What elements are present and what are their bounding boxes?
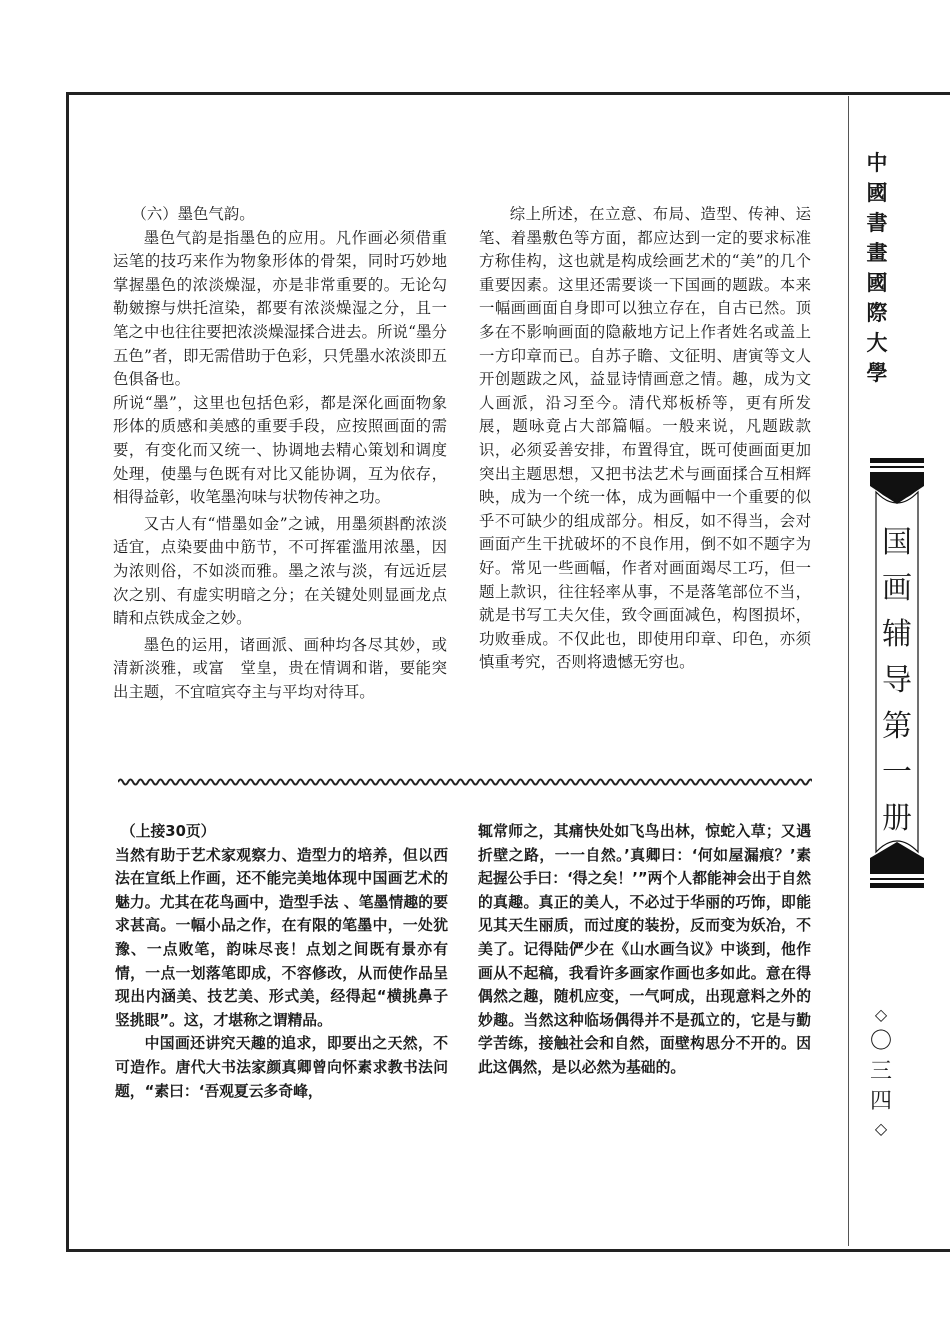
- school-char: 國: [866, 181, 888, 205]
- paragraph: 综上所述，在立意、布局、造型、传神、运笔、着墨敷色等方面，都应达到一定的要求标准方称佳构，这也就是构成绘画艺术的“美”的几个重要因素。这里还需要谈一下国画的题跋。本来一幅画画面自身即可以独立存在，自古已然。顶多在不影响画面的隐蔽地方记上作者姓名或盖上一方印章而已。自苏子瞻、文征明、唐寅等文人开创题跋之风，益显诗情画意之情。趣，成为文人画派，沿习至今。清代郑板桥等，更有所发展，题咏竟占大部篇幅。一般来说，凡题跋款识，必须妥善安排，布置得宜，既可使画面更加突出主题思想，又把书法艺术与画面揉合互相辉映，成为一个统一体，成为画幅中一个重要的似乎不可缺少的组成部分。相反，如不得当，会对画面产生干扰破坏的不良作用，倒不如不题字为好。常见一些画幅，作者对画面竭尽工巧，但一题上款识，往往轻率从事，不是落笔部位不当，就是书写工夫欠佳，致令画面减色，构图损坏，功败垂成。不仅此也，即使用印章、印色，亦须慎重考究，否则将遗憾无穷也。: [479, 205, 811, 672]
- school-name-vertical: [857, 148, 897, 388]
- article-column-bottom-right: [478, 820, 811, 1080]
- school-char: 書: [866, 211, 888, 235]
- school-char: 畫: [866, 241, 888, 265]
- series-char: 辅: [882, 617, 912, 652]
- school-char: 國: [866, 271, 888, 295]
- series-char: 国: [882, 525, 912, 560]
- section-heading: （六）墨色气韵。: [131, 205, 255, 223]
- page-number-char: 三: [869, 1059, 892, 1084]
- diamond-icon: ◇: [874, 1005, 888, 1024]
- series-char: 一: [882, 755, 912, 790]
- series-char: 画: [882, 571, 912, 606]
- page-number-vertical: [866, 1003, 896, 1141]
- school-char: 中: [866, 151, 888, 175]
- school-char: 大: [866, 331, 888, 355]
- school-char: 際: [866, 301, 888, 325]
- series-char: 导: [882, 663, 912, 698]
- article-column-bottom-left: [115, 820, 448, 1103]
- series-char: 第: [882, 709, 912, 744]
- article-column-top-left: [113, 203, 447, 704]
- paragraph: 当然有助于艺术家观察力、造型力的培养，但以西法在宣纸上作画，还不能完美地体现中国画艺术的魅力。尤其在花鸟画中，造型手法 、笔墨情趣的要求甚高。一幅小品之作，在有限的笔墨中，一处犹豫、一点败笔，韵味尽丧！点划之间既有景亦有情，一点一划落笔即成，不容修改，从而使作品呈现出内涵美、技艺美、形式美，经得起“横挑鼻子竖挑眼”。这，才堪称之谓精品。: [115, 846, 448, 1029]
- series-char: 册: [882, 801, 912, 836]
- paragraph: 又古人有“惜墨如金”之诫，用墨须斟酌浓淡适宜，点染要曲中筋节，不可挥霍滥用浓墨，因为浓则俗，不如淡而雅。墨之浓与淡，有远近层次之别、有虚实明暗之分；在关键处则显画龙点睛和点铁成金之妙。: [113, 514, 447, 628]
- paragraph: 所说“墨”，这里也包括色彩，都是深化画面物象形体的质感和美感的重要手段，应按照画面的需要，有变化而又统一、协调地去精心策划和调度处理，使墨与色既有对比又能协调，互为依存，相得益彰，收笔墨泃味与状物传神之功。: [113, 393, 447, 507]
- paragraph: 中国画还讲究天趣的追求，即要出之天然，不可造作。唐代大书法家颜真卿曾向怀素求教书法问题，“素曰：‘吾观夏云多奇峰，: [115, 1035, 448, 1100]
- series-title-vertical: [866, 520, 928, 842]
- wave-divider: [118, 776, 812, 788]
- paragraph: 墨色的运用，诸画派、画种均各尽其妙，或清新淡雅，或富 堂皇，贵在情调和谐，要能突出主题，不宜喧宾夺主与平均对待耳。: [113, 635, 447, 701]
- paragraph: 墨色气韵是指墨色的应用。凡作画必须借重运笔的技巧来作为物象形体的骨架，同时巧妙地掌握墨色的浓淡燥湿，亦是非常重要的。无论勾勒皴擦与烘托渲染，都要有浓淡燥湿之分，且一笔之中也往往要把浓淡燥湿揉合进去。所说“墨分五色”者，即无需借助于色彩，只凭墨水浓淡即五色俱备也。: [113, 228, 447, 389]
- sidebar-divider-line: [848, 96, 849, 1246]
- paragraph: 辄常师之，其痛快处如飞鸟出林，惊蛇入草；又遇折壁之路，一一自然。’真卿曰：‘何如屋漏痕？’素起握公手曰：‘得之矣！’”两个人都能神会出于自然的真趣。真正的美人，不必过于华丽的巧饰，即能见其天生丽质，而过度的装扮，反而变为妖冶，不美了。记得陆俨少在《山水画刍议》中谈到，他作画从不起稿，我看许多画家作画也多如此。意在得偶然之趣，随机应变，一气呵成，出现意料之外的妙趣。当然这种临场偶得并不是孤立的，它是与勤学苦练，接触社会和自然，面壁构思分不开的。因此这偶然，是以必然为基础的。: [478, 823, 811, 1076]
- page-number-char: 四: [869, 1089, 892, 1114]
- school-char: 學: [866, 361, 888, 385]
- page-number-char: 〇: [869, 1029, 892, 1054]
- continued-note: （上接30页）: [120, 823, 216, 840]
- article-column-top-right: [479, 203, 811, 675]
- series-title-box: [866, 458, 928, 888]
- diamond-icon: ◇: [874, 1119, 888, 1138]
